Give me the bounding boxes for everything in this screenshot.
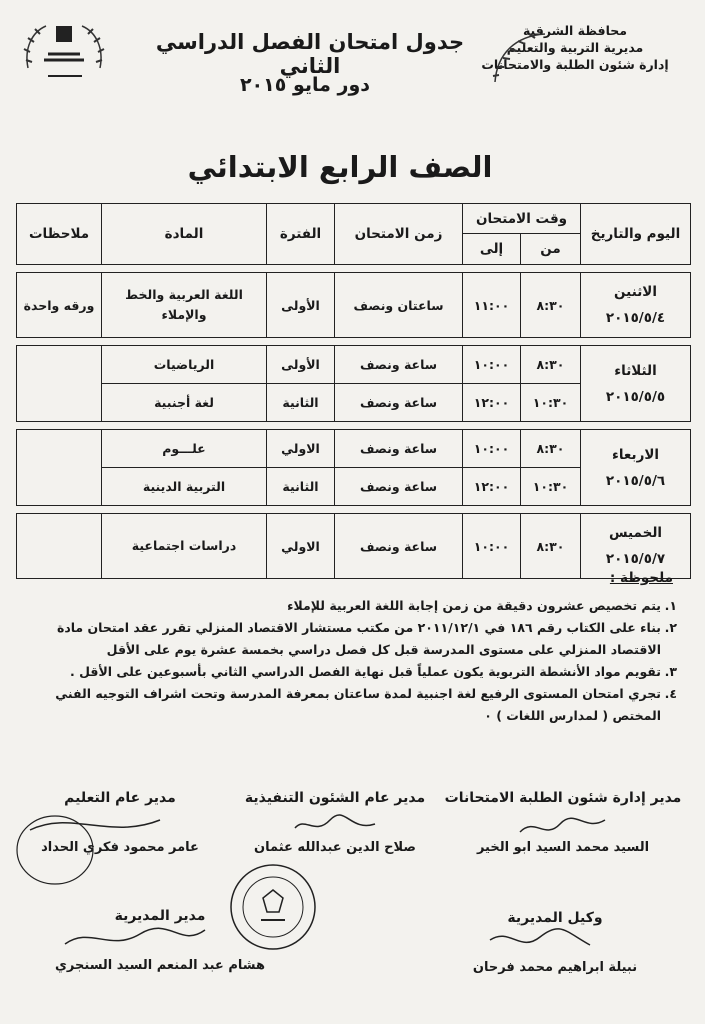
time-to-cell: ١٠:٠٠: [463, 346, 521, 384]
time-to-cell: ١٢:٠٠: [463, 384, 521, 422]
header-day-date: اليوم والتاريخ: [581, 204, 691, 265]
period-cell: الثانية: [267, 468, 335, 506]
day-name: الثلاثاء: [614, 362, 657, 379]
note-number: ٤.: [664, 686, 677, 701]
period-cell: الأولى: [267, 273, 335, 338]
duration-cell: ساعتان ونصف: [335, 273, 463, 338]
signatory-name: صلاح الدين عبدالله عثمان: [254, 840, 416, 855]
laurel-icon: [475, 26, 555, 86]
duration-cell: ساعة ونصف: [335, 346, 463, 384]
subject-cell: لغة أجنبية: [102, 384, 267, 422]
time-to-cell: ١٠:٠٠: [463, 514, 521, 579]
time-from-cell: ١٠:٣٠: [521, 468, 581, 506]
table-header-row: [17, 204, 691, 234]
day-date-cell: [581, 346, 691, 422]
row-spacer: [17, 422, 691, 430]
document-title: جدول امتحان الفصل الدراسي الثاني: [155, 30, 465, 78]
note-number: ٢.: [664, 620, 677, 635]
time-to-cell: ١٠:٠٠: [463, 430, 521, 468]
signatory-name: السيد محمد السيد ابو الخير: [476, 840, 650, 855]
subject-cell: دراسات اجتماعية: [102, 514, 267, 579]
note-item: [27, 683, 677, 727]
note-item: [27, 661, 677, 683]
time-from-cell: ٨:٣٠: [521, 346, 581, 384]
header-subject: المادة: [102, 204, 267, 265]
authority-line-directorate: مديرية التربية والتعليم: [506, 40, 644, 55]
time-from-cell: ١٠:٣٠: [521, 384, 581, 422]
grade-heading: الصف الرابع الابتدائي: [187, 150, 493, 184]
row-spacer: [17, 338, 691, 346]
official-stamp-icon: [228, 862, 318, 952]
table-row: [17, 514, 691, 579]
day-date-cell: [581, 514, 691, 579]
subject-cell: علـــوم: [102, 430, 267, 468]
notes-list: [27, 595, 677, 727]
note-item: [27, 595, 677, 617]
note-number: ١.: [664, 598, 677, 613]
header-duration: زمن الامتحان: [335, 204, 463, 265]
signature-scribble-icon: [515, 812, 615, 842]
time-to-cell: ١١:٠٠: [463, 273, 521, 338]
note-text: تجري امتحان المستوى الرفيع لغة اجنبية لمدة ساعتان بمعرفة المدرسة وتحت اشراف التوجيه الفني المختص ( لمدارس اللغات ) ٠: [55, 686, 661, 723]
time-from-cell: ٨:٣٠: [521, 430, 581, 468]
exam-date: ٢٠١٥/٥/٧: [605, 551, 666, 567]
notes-cell: [17, 346, 102, 422]
time-from-cell: ٨:٣٠: [521, 514, 581, 579]
day-name: الاربعاء: [611, 446, 660, 463]
exam-table: [16, 203, 691, 579]
table-row: [17, 430, 691, 468]
time-to-cell: ١٢:٠٠: [463, 468, 521, 506]
header-to: إلى: [463, 234, 521, 265]
signatory-name: هشام عبد المنعم السيد السنجري: [55, 958, 265, 973]
header-exam-time: وقت الامتحان: [463, 204, 581, 234]
signatory-title: مدير إدارة شئون الطلبة الامتحانات: [444, 790, 682, 806]
note-number: ٣.: [664, 664, 677, 679]
signatory-name: عامر محمود فكري الحداد: [41, 840, 199, 855]
signatory-title: مدير المديرية: [114, 908, 206, 924]
duration-cell: ساعة ونصف: [335, 468, 463, 506]
note-text: تقويم مواد الأنشطة التربوية يكون عملياً قبل نهاية الفصل الدراسي الثاني بأسبوعين على الأقل .: [70, 664, 661, 679]
notes-heading: ملحوظة :: [609, 570, 673, 586]
exam-date: ٢٠١٥/٥/٦: [605, 472, 666, 489]
period-cell: الأولى: [267, 346, 335, 384]
duration-cell: ساعة ونصف: [335, 514, 463, 579]
signatory-title: وكيل المديرية: [507, 910, 603, 926]
row-spacer: [17, 265, 691, 273]
header-from: من: [521, 234, 581, 265]
authority-line-administration: إدارة شئون الطلبة والامتحانات: [481, 57, 669, 72]
table-row: [17, 273, 691, 338]
exam-date: ٢٠١٥/٥/٥: [605, 388, 666, 405]
authority-line-governorate: محافظة الشرقية: [522, 23, 628, 38]
note-item: [27, 617, 677, 661]
subject-cell: الرياضيات: [102, 346, 267, 384]
exam-date: ٢٠١٥/٥/٤: [605, 310, 666, 326]
ministry-emblem-icon: [18, 18, 110, 88]
signatory-title: مدير عام الشئون التنفيذية: [244, 790, 426, 806]
notes-cell: [17, 430, 102, 506]
day-date-cell: [581, 430, 691, 506]
note-text: بناء على الكتاب رقم ١٨٦ في ٢٠١١/١٢/١ من مكتب مستشار الاقتصاد المنزلي تقرر عقد امتحان مادة الاقتصاد المنزلي على مستوى المدرسة قبل كل فصل دراسي بخمسة عشرة يوم على الأقل: [56, 620, 661, 657]
signatory-name: نبيلة ابراهيم محمد فرحان: [472, 960, 638, 975]
notes-cell: ورقه واحدة: [17, 273, 102, 338]
table-row: [17, 346, 691, 384]
day-date-cell: [581, 273, 691, 338]
time-from-cell: ٨:٣٠: [521, 273, 581, 338]
signature-scribble-icon: [10, 800, 170, 890]
period-cell: الثانية: [267, 384, 335, 422]
duration-cell: ساعة ونصف: [335, 430, 463, 468]
row-spacer: [17, 506, 691, 514]
signature-scribble-icon: [485, 925, 595, 955]
signature-scribble-icon: [290, 810, 380, 840]
subject-cell: التربية الدينية: [102, 468, 267, 506]
note-text: يتم تخصيص عشرون دقيقة من زمن إجابة اللغة العربية للإملاء: [287, 598, 661, 613]
period-cell: الاولي: [267, 514, 335, 579]
subject-cell: اللغة العربية والخط والإملاء: [102, 273, 267, 338]
header-period: الفترة: [267, 204, 335, 265]
notes-cell: [17, 514, 102, 579]
signature-scribble-icon: [60, 922, 210, 956]
day-name: الخميس: [608, 525, 663, 541]
exam-session: دور مايو ٢٠١٥: [239, 74, 371, 96]
duration-cell: ساعة ونصف: [335, 384, 463, 422]
day-name: الاثنين: [614, 284, 657, 300]
header-notes: ملاحظات: [17, 204, 102, 265]
signatory-title: مدير عام التعليم: [64, 790, 176, 806]
period-cell: الاولي: [267, 430, 335, 468]
